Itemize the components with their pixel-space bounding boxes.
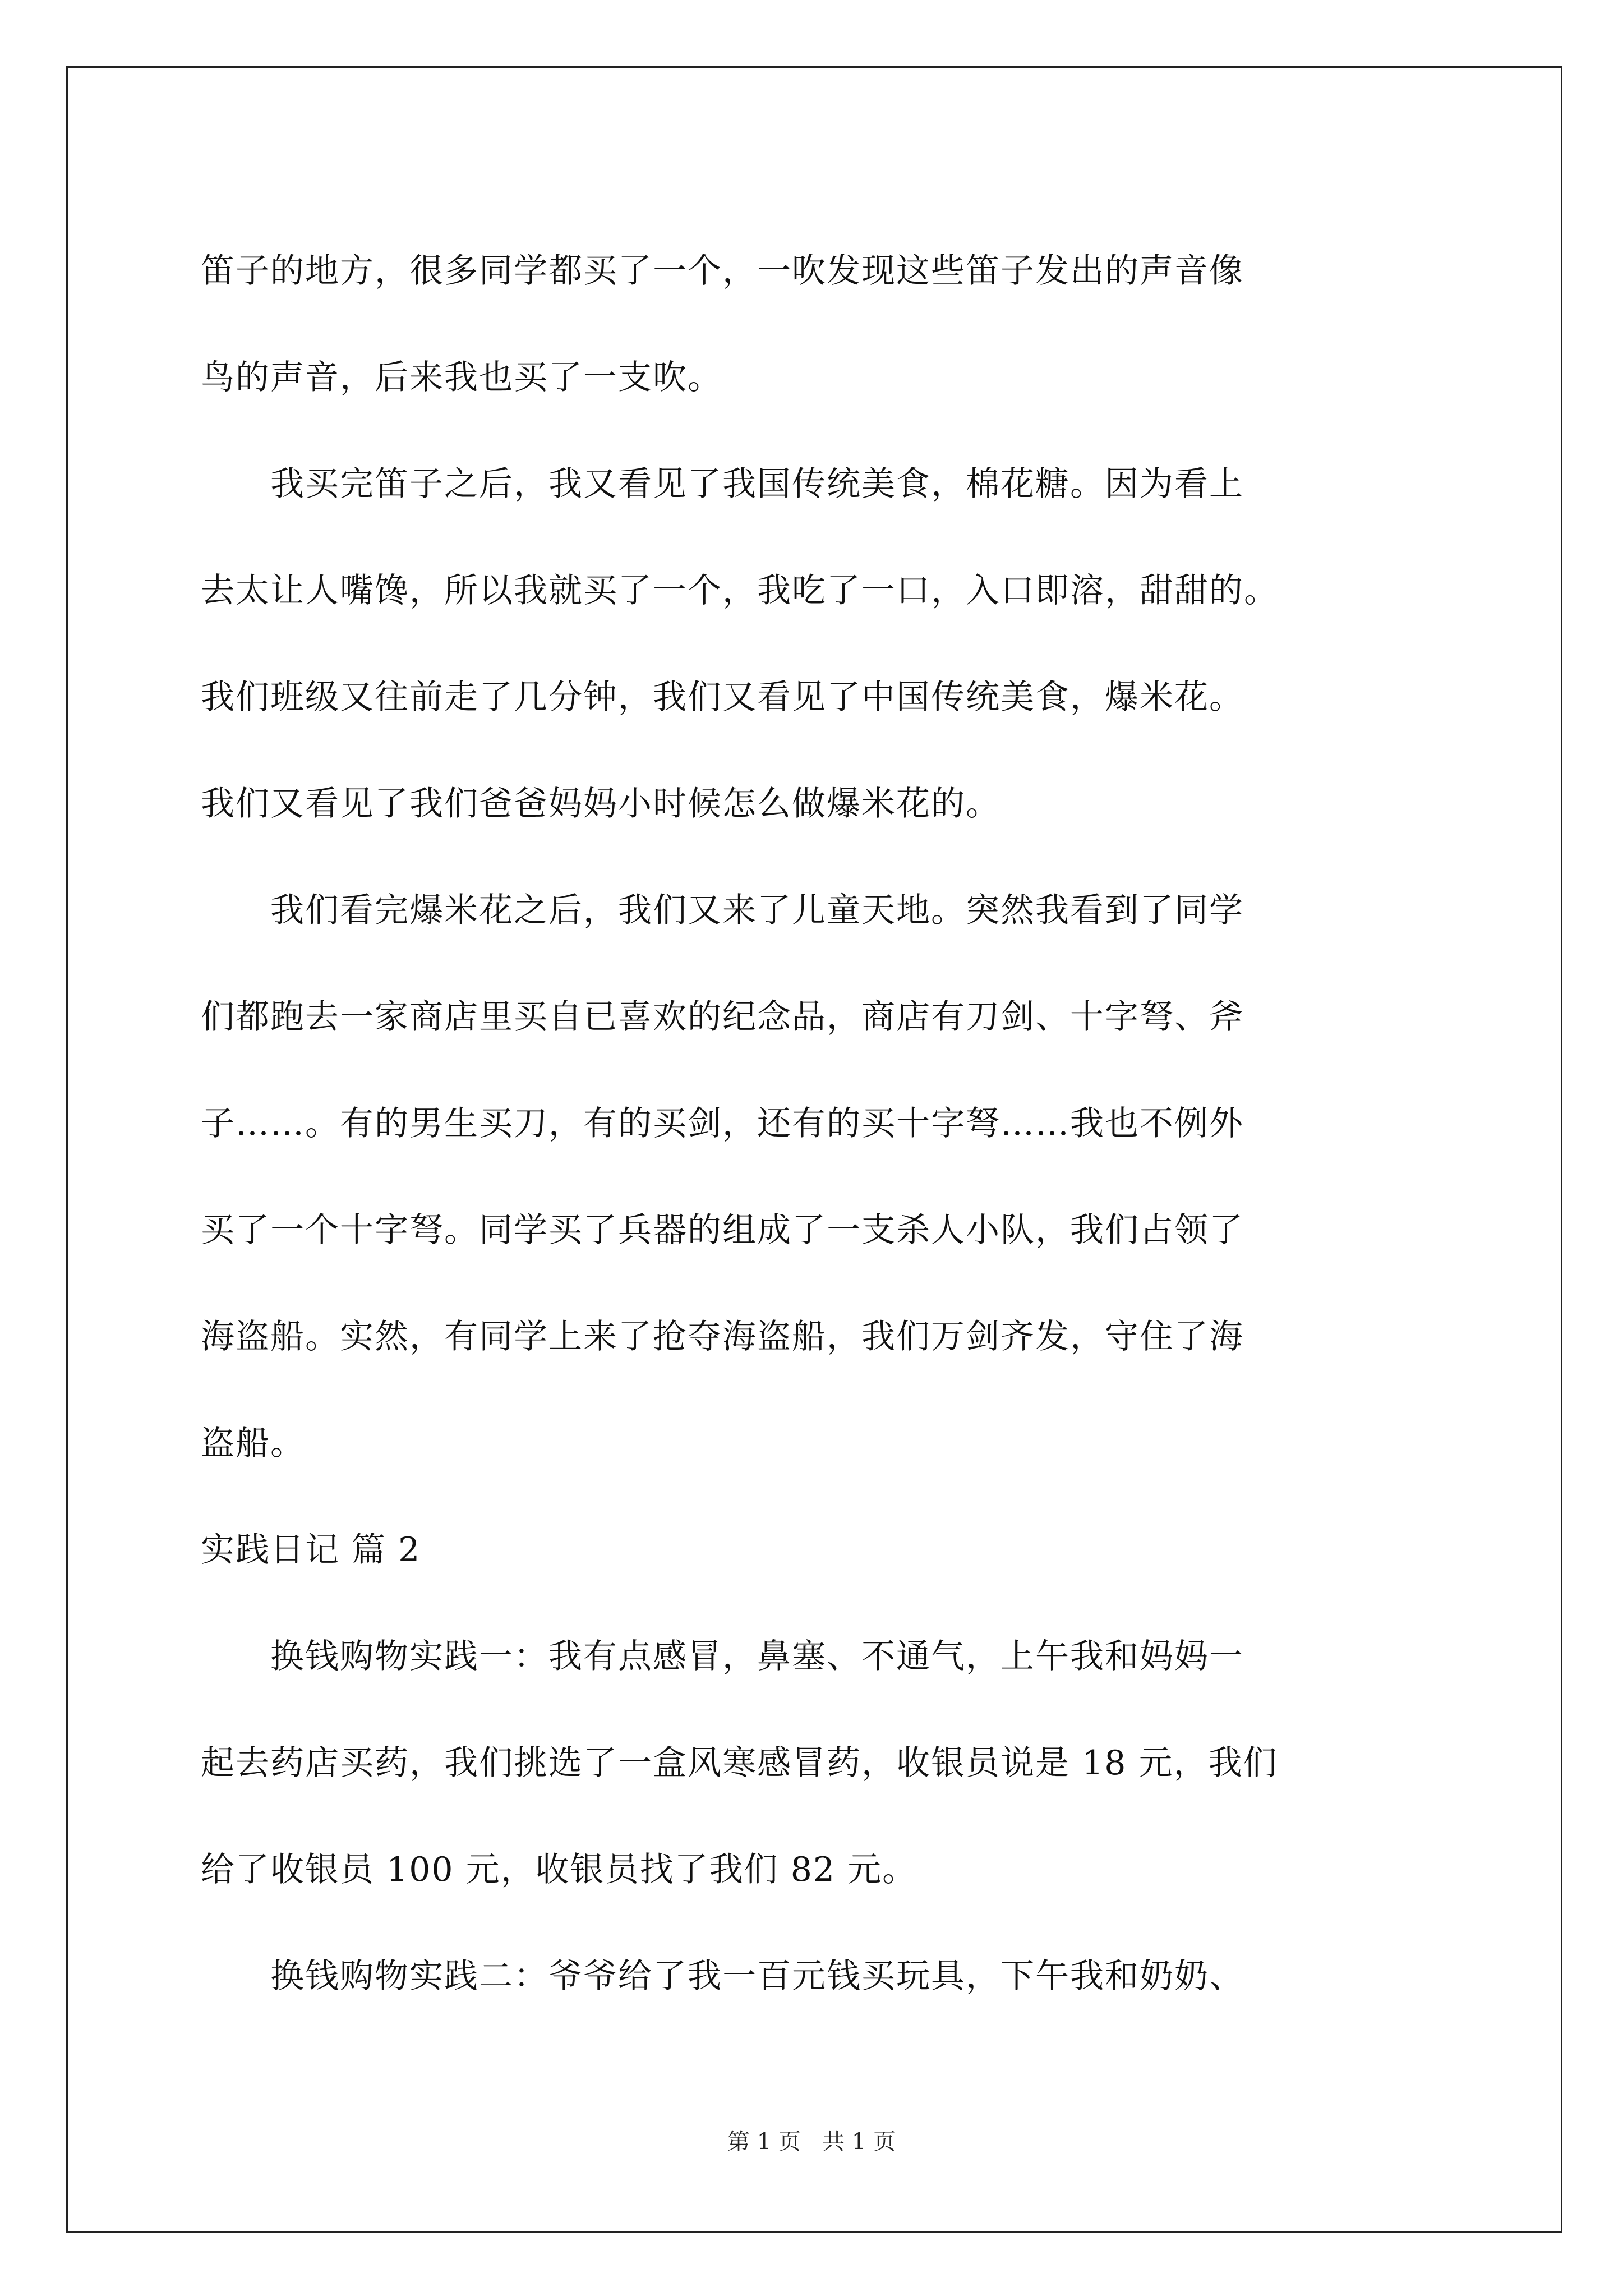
text-line: 鸟的声音，后来我也买了一支吹。: [201, 358, 722, 397]
text-line: 我买完笛子之后，我又看见了我国传统美食，棉花糖。因为看上: [270, 464, 1244, 504]
text-line: 我们又看见了我们爸爸妈妈小时候怎么做爆米花的。: [201, 784, 1000, 823]
section-heading: 实践日记 篇 2: [201, 1530, 421, 1570]
text-line: 换钱购物实践二：爷爷给了我一百元钱买玩具，下午我和奶奶、: [270, 1957, 1244, 1996]
text-line: 们都跑去一家商店里买自已喜欢的纪念品，商店有刀剑、十字弩、斧: [201, 997, 1244, 1037]
text-line: 海盗船。实然，有同学上来了抢夺海盗船，我们万剑齐发，守住了海: [201, 1317, 1244, 1356]
text-line: 起去药店买药，我们挑选了一盒风寒感冒药，收银员说是 18 元，我们: [201, 1743, 1278, 1783]
text-line: 盗船。: [201, 1424, 305, 1463]
text-line: 买了一个十字弩。同学买了兵器的组成了一支杀人小队，我们占领了: [201, 1211, 1244, 1250]
text-line: 我们看完爆米花之后，我们又来了儿童天地。突然我看到了同学: [270, 891, 1244, 930]
text-line: 给了收银员 100 元，收银员找了我们 82 元。: [201, 1850, 917, 1889]
text-line: 去太让人嘴馋，所以我就买了一个，我吃了一口，入口即溶，甜甜的。: [201, 571, 1279, 610]
text-line: 子……。有的男生买刀，有的买剑，还有的买十字弩……我也不例外: [201, 1104, 1244, 1143]
text-line: 换钱购物实践一：我有点感冒，鼻塞、不通气，上午我和妈妈一: [270, 1637, 1244, 1676]
page-footer: 第 1 页 共 1 页: [727, 2129, 896, 2155]
document-body: [201, 218, 1446, 2030]
text-line: 笛子的地方，很多同学都买了一个，一吹发现这些笛子发出的声音像: [201, 251, 1244, 291]
text-line: 我们班级又往前走了几分钟，我们又看见了中国传统美食，爆米花。: [201, 678, 1244, 717]
